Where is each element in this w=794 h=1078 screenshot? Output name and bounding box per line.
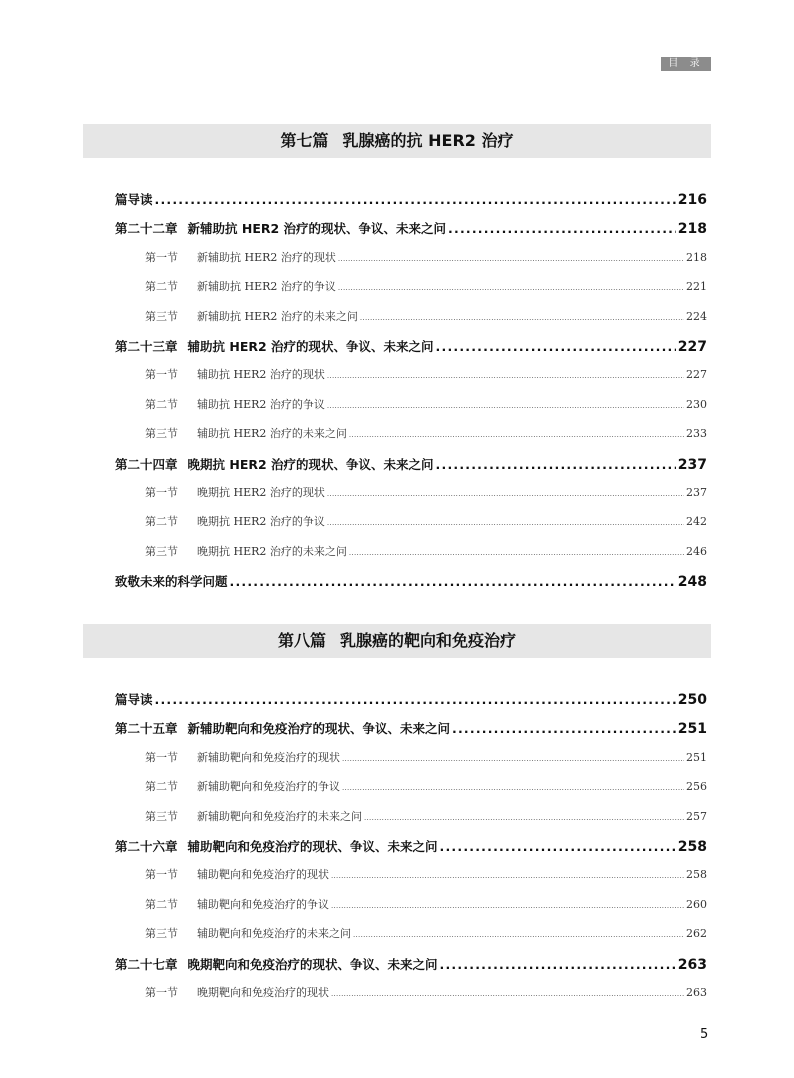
toc-entry-page: 237 [677, 456, 707, 473]
toc-entry-title: 新辅助抗 HER2 治疗的现状、争议、未来之问 [187, 221, 447, 237]
toc-section-entry[interactable] [145, 749, 707, 765]
toc-entry-page: 260 [686, 897, 707, 911]
toc-section-entry[interactable] [145, 249, 707, 265]
toc-section-entry[interactable] [145, 396, 707, 412]
toc-entry-page: 263 [677, 956, 707, 973]
toc-entry-title: 新辅助靶向和免疫治疗的现状、争议、未来之问 [187, 721, 451, 737]
toc-entry-title: 新辅助靶向和免疫治疗的争议 [197, 780, 340, 794]
toc-chapter-entry[interactable] [115, 455, 707, 473]
part-title: 乳腺癌的靶向和免疫治疗 [340, 631, 517, 650]
toc-entry-title: 辅助抗 HER2 治疗的现状 [197, 368, 325, 382]
toc-chapter-entry[interactable] [115, 690, 707, 708]
toc-entry-number: 第一节 [145, 368, 178, 382]
dot-leader [331, 872, 684, 880]
dot-leader [331, 902, 684, 910]
toc-entry-text [115, 572, 228, 590]
dot-leader [360, 314, 684, 322]
toc-entry-title: 晚期抗 HER2 治疗的现状 [197, 486, 325, 499]
toc-entry-number: 第三节 [145, 809, 178, 823]
toc-entry-page: 233 [686, 427, 707, 441]
toc-entry-number: 第一节 [145, 868, 178, 882]
part-heading [83, 624, 711, 658]
toc-entry-text [145, 808, 362, 824]
toc-entry-number: 第三节 [145, 927, 178, 941]
toc-entry-title: 晚期靶向和免疫治疗的现状、争议、未来之问 [187, 956, 438, 972]
toc-entry-title: 晚期抗 HER2 治疗的未来之问 [197, 544, 347, 558]
page-number: 5 [700, 1027, 709, 1042]
toc-section-entry[interactable] [145, 278, 707, 294]
dot-leader [338, 284, 684, 292]
dot-leader [349, 431, 684, 439]
toc-entry-title: 新辅助靶向和免疫治疗的现状 [197, 750, 340, 764]
toc-section-entry[interactable] [145, 484, 707, 500]
toc-entry-number: 第二节 [145, 897, 178, 911]
toc-entry-text [145, 778, 340, 794]
toc-entry-text [115, 955, 438, 973]
toc-entry-page: 218 [686, 250, 707, 264]
dot-leader [327, 402, 684, 410]
toc-entry-text [115, 690, 153, 708]
part-heading [83, 124, 711, 158]
toc-entry-page: 258 [686, 868, 707, 882]
toc-entry-page: 263 [686, 986, 707, 999]
section-header-tag: 目 录 [661, 57, 711, 71]
dot-leader [436, 457, 676, 472]
toc-entry-title: 新辅助靶向和免疫治疗的未来之问 [197, 809, 362, 823]
toc-entry-text [145, 513, 325, 529]
toc-entry-title: 新辅助抗 HER2 治疗的未来之问 [197, 309, 358, 323]
toc-entry-page: 227 [686, 368, 707, 382]
toc-entry-title: 致敬未来的科学问题 [115, 574, 228, 590]
toc-entry-text [145, 543, 347, 559]
toc-section-entry[interactable] [145, 925, 707, 941]
toc-chapter-entry[interactable] [115, 337, 707, 355]
toc-entry-page: 251 [686, 750, 707, 764]
toc-entry-title: 辅助抗 HER2 治疗的现状、争议、未来之问 [187, 339, 434, 354]
toc-entry-number: 第二十六章 [115, 839, 178, 854]
toc-entry-number: 第二十五章 [115, 721, 178, 737]
toc-entry-text [145, 425, 347, 441]
toc-entry-page: 257 [686, 809, 707, 823]
toc-entry-text [145, 925, 351, 941]
toc-entry-title: 篇导读 [115, 692, 153, 707]
toc-entry-text [145, 278, 336, 294]
toc-entry-number: 第三节 [145, 309, 178, 323]
toc-entry-page: 216 [677, 192, 707, 208]
dot-leader [155, 192, 676, 207]
toc-section-entry[interactable] [145, 366, 707, 382]
toc-entry-text [115, 455, 434, 473]
toc-entry-number: 第二节 [145, 515, 178, 529]
toc-section-entry[interactable] [145, 425, 707, 441]
toc-entry-text [145, 866, 329, 882]
toc-entry-text [145, 896, 329, 912]
toc-entry-text [145, 249, 336, 265]
toc-entry-text [115, 190, 153, 208]
toc-entry-number: 第二十四章 [115, 456, 178, 472]
toc-entry-text [115, 837, 438, 855]
toc-entry-title: 晚期靶向和免疫治疗的现状 [197, 986, 329, 999]
dot-leader [448, 221, 676, 236]
toc-section-entry[interactable] [145, 984, 707, 1000]
toc-section-entry[interactable] [145, 896, 707, 912]
toc-section-entry[interactable] [145, 513, 707, 529]
toc-chapter-entry[interactable] [115, 837, 707, 855]
dot-leader [338, 255, 684, 263]
toc-entry-title: 辅助靶向和免疫治疗的现状 [197, 868, 329, 882]
toc-section-entry[interactable] [145, 308, 707, 324]
toc-section-entry[interactable] [145, 808, 707, 824]
toc-entry-title: 篇导读 [115, 192, 153, 207]
toc-entry-number: 第三节 [145, 427, 178, 441]
toc-entry-number: 第一节 [145, 750, 178, 764]
toc-entry-text [145, 366, 325, 382]
dot-leader [349, 549, 684, 557]
toc-entry-number: 第二十二章 [115, 221, 178, 237]
toc-chapter-entry[interactable] [115, 219, 707, 237]
toc-entry-page: 230 [686, 397, 707, 411]
toc-entry-text [115, 337, 434, 355]
toc-entry-number: 第二十三章 [115, 339, 178, 354]
toc-entry-title: 新辅助抗 HER2 治疗的现状 [197, 250, 336, 264]
toc-entry-page: 251 [677, 721, 707, 738]
dot-leader [353, 931, 684, 939]
toc-entry-page: 221 [686, 280, 707, 294]
toc-entry-number: 第一节 [145, 486, 178, 499]
dot-leader [364, 814, 684, 822]
toc-entry-number: 第一节 [145, 250, 178, 264]
toc-entry-title: 新辅助抗 HER2 治疗的争议 [197, 280, 336, 294]
toc-entry-number: 第二节 [145, 780, 178, 794]
dot-leader [452, 721, 676, 736]
toc-entry-page: 242 [686, 515, 707, 529]
dot-leader [436, 339, 676, 354]
toc-entry-title: 辅助靶向和免疫治疗的现状、争议、未来之问 [187, 839, 438, 854]
dot-leader [327, 490, 684, 498]
part-label: 第八篇 [277, 631, 326, 650]
toc-entry-number: 第一节 [145, 986, 178, 999]
toc-entry-page: 262 [686, 927, 707, 941]
toc-entry-title: 晚期抗 HER2 治疗的现状、争议、未来之问 [187, 456, 434, 472]
toc-entry-page: 248 [677, 574, 707, 591]
toc-entry-text [145, 984, 329, 1000]
toc-entry-title: 辅助抗 HER2 治疗的争议 [197, 397, 325, 411]
toc-chapter-entry[interactable] [115, 572, 707, 590]
toc-entry-title: 辅助抗 HER2 治疗的未来之问 [197, 427, 347, 441]
toc-entry-number: 第二十七章 [115, 956, 178, 972]
dot-leader [440, 839, 676, 854]
toc-entry-page: 250 [677, 692, 707, 708]
part-label: 第七篇 [280, 131, 329, 150]
toc-chapter-entry[interactable] [115, 719, 707, 737]
toc-section-entry[interactable] [145, 778, 707, 794]
dot-leader [440, 957, 676, 972]
dot-leader [342, 755, 684, 763]
toc-entry-number: 第二节 [145, 280, 178, 294]
toc-entry-page: 246 [686, 544, 707, 558]
toc-entry-page: 258 [677, 839, 707, 855]
dot-leader [327, 372, 684, 380]
toc-entry-title: 辅助靶向和免疫治疗的未来之问 [197, 927, 351, 941]
toc-entry-page: 224 [686, 309, 707, 323]
toc-entry-text [145, 484, 325, 500]
dot-leader [155, 692, 676, 707]
toc-entry-page: 256 [686, 780, 707, 794]
dot-leader [342, 784, 684, 792]
part-title: 乳腺癌的抗 HER2 治疗 [342, 131, 514, 150]
toc-entry-title: 晚期抗 HER2 治疗的争议 [197, 515, 325, 529]
toc-section-entry[interactable] [145, 866, 707, 882]
toc-entry-number: 第三节 [145, 544, 178, 558]
toc-chapter-entry[interactable] [115, 190, 707, 208]
toc-entry-page: 237 [686, 486, 707, 499]
toc-entry-text [115, 719, 450, 737]
toc-entry-number: 第二节 [145, 397, 178, 411]
toc-section-entry[interactable] [145, 543, 707, 559]
toc-entry-text [145, 396, 325, 412]
toc-entry-title: 辅助靶向和免疫治疗的争议 [197, 897, 329, 911]
toc-entry-text [115, 219, 446, 237]
dot-leader [331, 990, 684, 998]
toc-entry-text [145, 749, 340, 765]
toc-entry-page: 227 [677, 339, 707, 355]
dot-leader [327, 519, 684, 527]
toc-chapter-entry[interactable] [115, 955, 707, 973]
toc-entry-text [145, 308, 358, 324]
dot-leader [230, 574, 676, 589]
toc-entry-page: 218 [677, 221, 707, 238]
